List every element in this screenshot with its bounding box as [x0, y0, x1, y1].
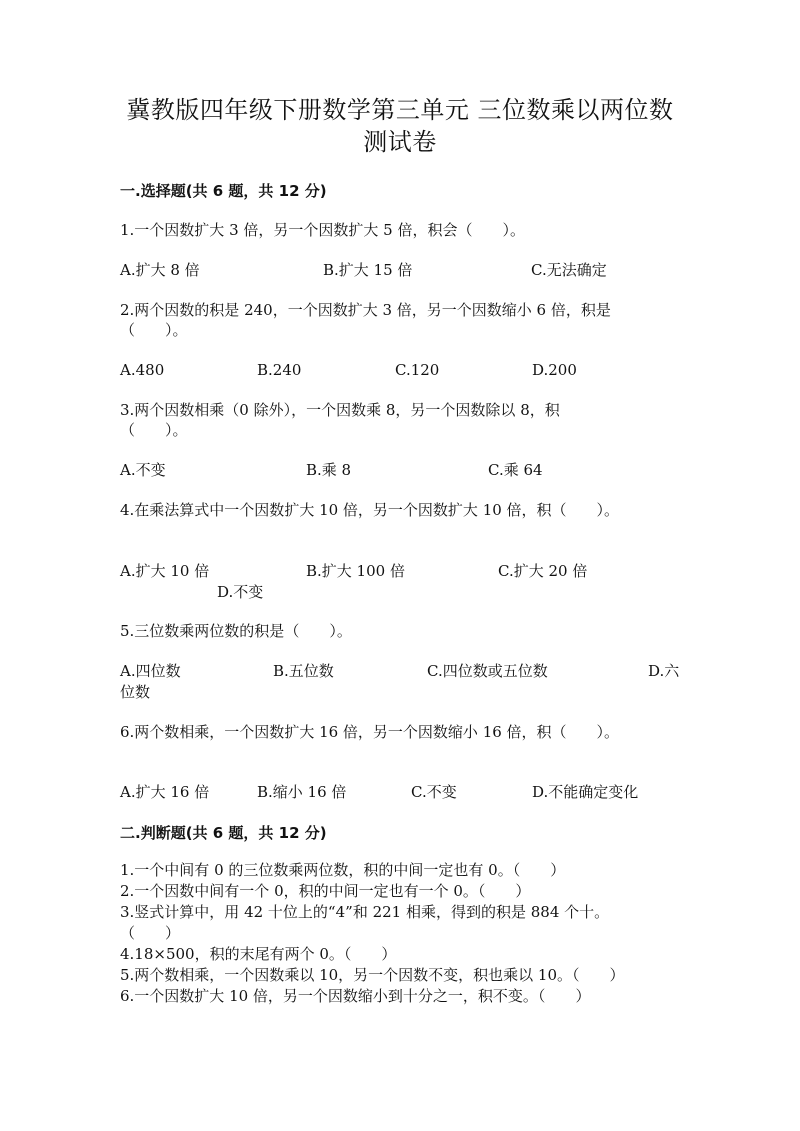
q2-option-c: C.120 — [395, 361, 440, 379]
q4-option-a: A.扩大 10 倍 — [120, 562, 210, 580]
q5-option-b: B.五位数 — [273, 662, 334, 680]
judge-item-2: 2.一个因数中间有一个 0，积的中间一定也有一个 0。（ ） — [120, 882, 531, 900]
q4-option-c: C.扩大 20 倍 — [498, 562, 588, 580]
q6-option-c: C.不变 — [411, 783, 457, 801]
judge-item-5: 5.两个数相乘，一个因数乘以 10，另一个因数不变，积也乘以 10。（ ） — [120, 966, 625, 984]
judge-item-3-continued: （ ） — [120, 924, 181, 942]
q3-option-b: B.乘 8 — [306, 461, 352, 479]
title-line-1: 冀教版四年级下册数学第三单元 三位数乘以两位数 — [126, 96, 674, 124]
section-heading-choice: 一.选择题(共 6 题，共 12 分) — [120, 182, 327, 200]
q6-option-d: D.不能确定变化 — [532, 783, 639, 801]
page-title — [100, 94, 700, 158]
q1-option-c: C.无法确定 — [531, 261, 607, 279]
title-line-2: 测试卷 — [363, 128, 437, 156]
q5-option-d-continued: 位数 — [120, 683, 151, 701]
q3-option-a: A.不变 — [120, 461, 166, 479]
q6-option-b: B.缩小 16 倍 — [257, 783, 347, 801]
judge-item-1: 1.一个中间有 0 的三位数乘两位数，积的中间一定也有 0。（ ） — [120, 861, 566, 879]
judge-item-3: 3.竖式计算中，用 42 十位上的“4”和 221 相乘，得到的积是 884 个十。 — [120, 903, 610, 921]
question-3-line-1: 3.两个因数相乘（0 除外），一个因数乘 8，另一个因数除以 8，积 — [120, 401, 560, 419]
question-1: 1.一个因数扩大 3 倍，另一个因数扩大 5 倍，积会（ ）。 — [120, 221, 525, 239]
q5-option-a: A.四位数 — [120, 662, 181, 680]
q6-option-a: A.扩大 16 倍 — [120, 783, 210, 801]
section-heading-true-false: 二.判断题(共 6 题，共 12 分) — [120, 824, 327, 842]
question-2-line-1: 2.两个因数的积是 240，一个因数扩大 3 倍，另一个因数缩小 6 倍，积是 — [120, 301, 611, 319]
q1-option-b: B.扩大 15 倍 — [323, 261, 413, 279]
judge-item-4: 4.18×500，积的末尾有两个 0。（ ） — [120, 945, 397, 963]
question-2-line-2: （ ）。 — [120, 321, 188, 339]
question-5: 5.三位数乘两位数的积是（ ）。 — [120, 622, 352, 640]
q4-option-d: D.不变 — [217, 583, 264, 601]
q2-option-b: B.240 — [257, 361, 302, 379]
judge-item-6: 6.一个因数扩大 10 倍，另一个因数缩小到十分之一，积不变。（ ） — [120, 987, 591, 1005]
q1-option-a: A.扩大 8 倍 — [120, 261, 200, 279]
q3-option-c: C.乘 64 — [488, 461, 543, 479]
q2-option-a: A.480 — [120, 361, 165, 379]
question-3-line-2: （ ）。 — [120, 421, 188, 439]
q5-option-c: C.四位数或五位数 — [427, 662, 548, 680]
question-4: 4.在乘法算式中一个因数扩大 10 倍，另一个因数扩大 10 倍，积（ ）。 — [120, 501, 620, 519]
q5-option-d: D.六 — [648, 662, 680, 680]
question-6: 6.两个数相乘，一个因数扩大 16 倍，另一个因数缩小 16 倍，积（ ）。 — [120, 723, 620, 741]
q2-option-d: D.200 — [532, 361, 577, 379]
q4-option-b: B.扩大 100 倍 — [306, 562, 405, 580]
